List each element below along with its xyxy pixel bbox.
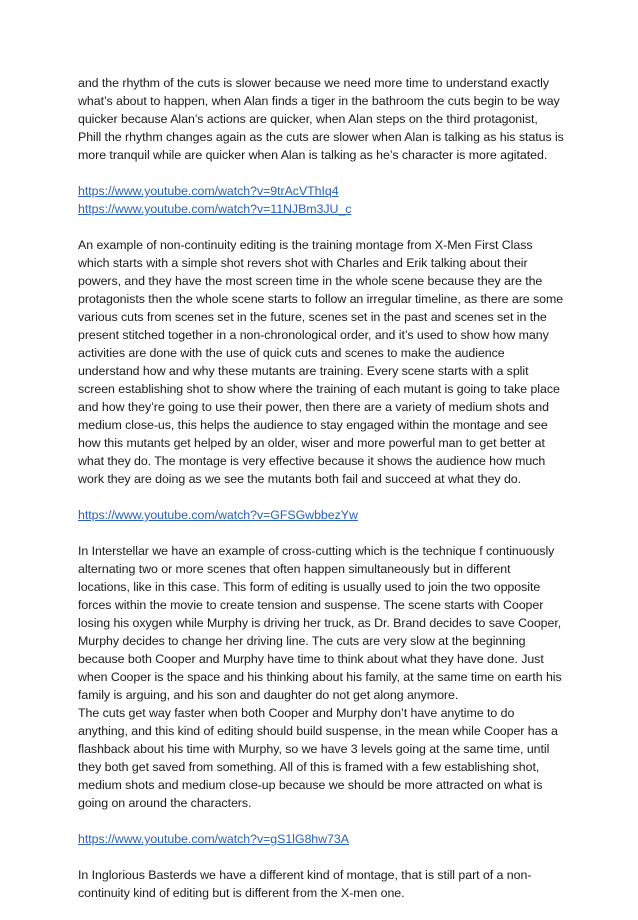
link-group-2 (78, 506, 564, 524)
youtube-link-1[interactable]: https://www.youtube.com/watch?v=9trAcVThIq4 (78, 184, 339, 198)
paragraph-interstellar-cross-cutting: In Interstellar we have an example of cross-cutting which is the technique f continuously alternating two or more scenes that often happen simultaneously but in different locations, like in this case. This form of editing is usually used to join the two opposite forces within the movie to create tension and suspense. The scene starts with Cooper losing his oxygen while Murphy is driving her truck, as Dr. Brand decides to save Cooper, Murphy decides to change her driving line. The cuts are very slow at the beginning because both Cooper and Murphy have time to think about what they have done. Just when Cooper is the space and his thinking about his family, at the same time on earth his family is arguing, and his son and daughter do not get along anymore. (78, 544, 562, 702)
paragraph-rhythm-of-cuts: and the rhythm of the cuts is slower because we need more time to understand exactly what’s about to happen, when Alan finds a tiger in the bathroom the cuts begin to be way quicker because Alan’s actions are quicker, when Alan steps on the third protagonist, Phill the rhythm changes again as the cuts are slower when Alan is talking as his status is more tranquil while are quicker when Alan is talking as he’s character is more agitated. (78, 76, 564, 162)
document-page (78, 74, 564, 920)
link-group-3 (78, 830, 564, 848)
link-group-1 (78, 182, 564, 218)
paragraph-x-men-montage: An example of non-continuity editing is the training montage from X-Men First Class which starts with a simple shot revers shot with Charles and Erik talking about their powers, and they have the most screen time in the whole scene because they are the protagonists then the whole scene starts to follow an irregular timeline, as there are some various cuts from scenes set in the future, scenes set in the past and scenes set in the present stitched together in a non-chronological order, and it’s used to show how many activities are done with the use of quick cuts and scenes to make the audience understand how and why these mutants are training. Every scene starts with a split screen establishing shot to show where the training of each mutant is going to take place and how they’re going to use their power, then there are a variety of medium shots and medium close-us, this helps the audience to stay engaged within the montage and see how this mutants get helped by an older, wiser and more powerful man to get better at what they do. The montage is very effective because it shows the audience how much work they are doing as we see the mutants both fail and succeed at what they do. (78, 238, 564, 486)
paragraph-interstellar-cuts-faster: The cuts get way faster when both Cooper and Murphy don’t have anytime to do anything, and this kind of editing should build suspense, in the mean while Cooper has a flashback about his time with Murphy, so we have 3 levels going at the same time, until they both get saved from something. All of this is framed with a few establishing shot, medium shots and medium close-up because we should be more attracted on what is going on around the characters. (78, 706, 558, 810)
youtube-link-2[interactable]: https://www.youtube.com/watch?v=11NJBm3JU_c (78, 202, 352, 216)
youtube-link-4[interactable]: https://www.youtube.com/watch?v=gS1lG8hw73A (78, 832, 349, 846)
youtube-link-3[interactable]: https://www.youtube.com/watch?v=GFSGwbbezYw (78, 508, 358, 522)
paragraph-inglorious-basterds: In Inglorious Basterds we have a different kind of montage, that is still part of a non-continuity kind of editing but is different from the X-men one. (78, 868, 532, 900)
